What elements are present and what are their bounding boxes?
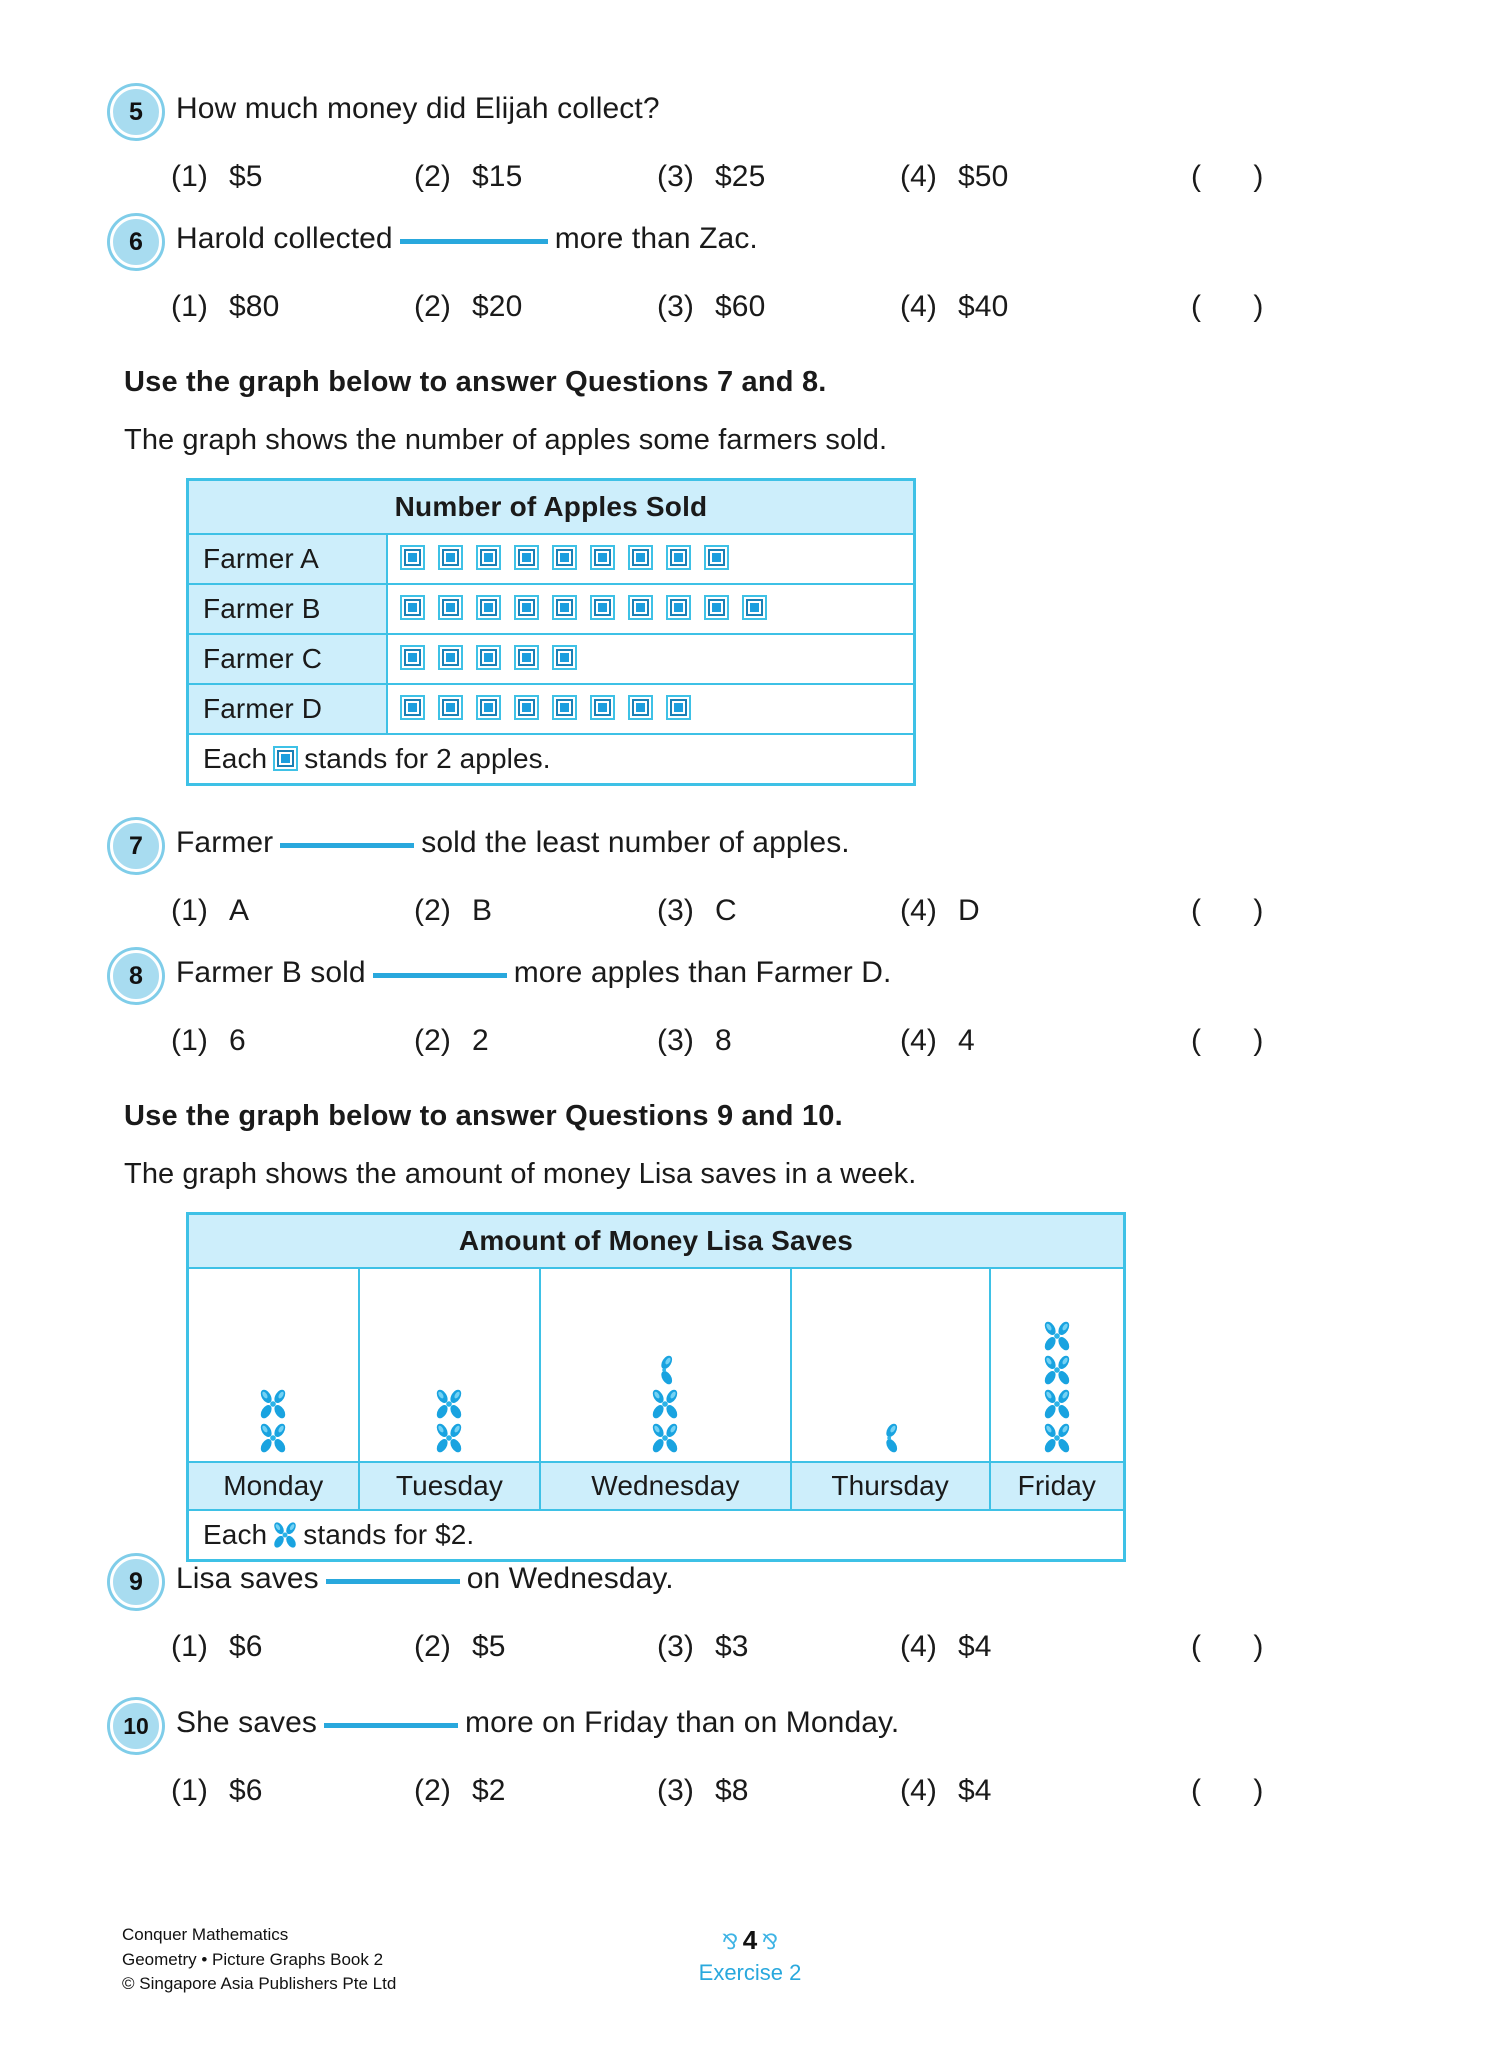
apple-square-icon bbox=[666, 695, 691, 720]
apple-square-icon bbox=[514, 545, 539, 570]
lisa-table bbox=[186, 1212, 1126, 1562]
option-label: $25 bbox=[715, 160, 766, 193]
lisa-days-row bbox=[188, 1462, 1125, 1510]
option-index: (4) bbox=[900, 894, 937, 927]
apples-key-after: stands for 2 apples. bbox=[304, 743, 551, 774]
apple-square-icon bbox=[476, 545, 501, 570]
question-5-options bbox=[110, 160, 1285, 194]
apple-square-icon bbox=[590, 595, 615, 620]
option-index: (3) bbox=[657, 160, 694, 193]
option-index: (1) bbox=[171, 290, 208, 323]
table-key-row bbox=[188, 1510, 1125, 1561]
flower-icon bbox=[1040, 1421, 1074, 1455]
apple-square-icon bbox=[476, 595, 501, 620]
apple-square-icon bbox=[438, 695, 463, 720]
option-label: $8 bbox=[715, 1774, 749, 1807]
answer-box-8[interactable]: ( ) bbox=[1191, 1024, 1286, 1057]
apples-section-heading: Use the graph below to answer Questions 7 and 8. bbox=[124, 366, 827, 398]
apple-square-icon bbox=[552, 695, 577, 720]
option[interactable] bbox=[171, 1024, 414, 1058]
flower-icon bbox=[256, 1387, 290, 1421]
apple-square-icon bbox=[666, 595, 691, 620]
question-9 bbox=[110, 1556, 1285, 1664]
apple-square-icon bbox=[704, 595, 729, 620]
apples-row-label: Farmer A bbox=[188, 534, 388, 584]
option-index: (2) bbox=[414, 1024, 451, 1057]
lisa-symbols-row bbox=[188, 1268, 1125, 1462]
question-6-text-after: more than Zac. bbox=[554, 222, 758, 255]
option-index: (3) bbox=[657, 894, 694, 927]
option-label: $4 bbox=[958, 1774, 992, 1807]
apple-square-icon bbox=[514, 695, 539, 720]
flower-stack bbox=[542, 1353, 788, 1455]
question-10-text bbox=[176, 1700, 899, 1739]
apples-row-icons bbox=[387, 534, 915, 584]
option[interactable] bbox=[657, 1024, 900, 1058]
lisa-cell-symbols bbox=[188, 1268, 359, 1462]
option[interactable] bbox=[657, 160, 900, 194]
option[interactable] bbox=[414, 160, 657, 194]
apples-row-label: Farmer B bbox=[188, 584, 388, 634]
option-index: (3) bbox=[657, 1630, 694, 1663]
apples-chart-title: Number of Apples Sold bbox=[188, 480, 915, 535]
answer-blank[interactable] bbox=[373, 973, 507, 978]
ornament-left-icon: ⅋ bbox=[721, 1931, 739, 1954]
option-label: $40 bbox=[958, 290, 1009, 323]
question-8 bbox=[110, 950, 1285, 1058]
option[interactable] bbox=[414, 1024, 657, 1058]
flower-icon bbox=[270, 1520, 300, 1550]
option[interactable] bbox=[414, 290, 657, 324]
apple-square-icon bbox=[704, 545, 729, 570]
flower-icon bbox=[270, 1520, 300, 1550]
option[interactable] bbox=[900, 894, 1143, 928]
option-index: (1) bbox=[171, 1024, 208, 1057]
flower-icon bbox=[1040, 1387, 1074, 1421]
option[interactable] bbox=[657, 1630, 900, 1664]
option[interactable] bbox=[414, 894, 657, 928]
table-title-row bbox=[188, 480, 915, 535]
lisa-section-subheading: The graph shows the amount of money Lisa saves in a week. bbox=[124, 1158, 917, 1190]
flower-half-icon bbox=[873, 1421, 907, 1455]
apples-pictograph bbox=[186, 478, 916, 786]
option[interactable] bbox=[171, 290, 414, 324]
option-label: A bbox=[229, 894, 250, 927]
option-index: (2) bbox=[414, 160, 451, 193]
option-index: (2) bbox=[414, 894, 451, 927]
option-label: $15 bbox=[472, 160, 523, 193]
footer-credits bbox=[122, 1923, 396, 1997]
apple-square-icon bbox=[476, 645, 501, 670]
apples-section-subheading: The graph shows the number of apples some farmers sold. bbox=[124, 424, 888, 456]
lisa-cell-symbols bbox=[791, 1268, 990, 1462]
option-index: (3) bbox=[657, 1024, 694, 1057]
question-8-text bbox=[176, 950, 891, 989]
lisa-key bbox=[188, 1510, 1125, 1561]
flower-icon bbox=[1040, 1387, 1074, 1421]
answer-box-10[interactable]: ( ) bbox=[1191, 1774, 1286, 1807]
question-number-10: 10 bbox=[110, 1700, 162, 1752]
footer-line-2: Geometry • Picture Graphs Book 2 bbox=[122, 1949, 384, 1969]
question-10 bbox=[110, 1700, 1285, 1808]
option[interactable] bbox=[171, 894, 414, 928]
footer-line-1: Conquer Mathematics bbox=[122, 1925, 289, 1944]
option[interactable] bbox=[171, 1774, 414, 1808]
lisa-cell-symbols bbox=[990, 1268, 1125, 1462]
option[interactable] bbox=[900, 1630, 1143, 1664]
question-6-text bbox=[176, 216, 758, 255]
option-label: $60 bbox=[715, 290, 766, 323]
option[interactable] bbox=[900, 160, 1143, 194]
option-index: (3) bbox=[657, 1774, 694, 1807]
question-5 bbox=[110, 86, 1285, 194]
question-10-text-after: more on Friday than on Monday. bbox=[464, 1706, 900, 1739]
flower-half-icon bbox=[648, 1353, 682, 1387]
lisa-day-label: Wednesday bbox=[540, 1462, 790, 1510]
lisa-cell-symbols bbox=[540, 1268, 790, 1462]
question-number-6: 6 bbox=[110, 216, 162, 268]
option[interactable] bbox=[657, 894, 900, 928]
option[interactable] bbox=[414, 1774, 657, 1808]
flower-icon bbox=[1040, 1319, 1074, 1353]
option[interactable] bbox=[900, 290, 1143, 324]
apple-square-icon bbox=[438, 595, 463, 620]
question-10-text-before: She saves bbox=[176, 1706, 317, 1739]
apple-square-icon bbox=[438, 645, 463, 670]
question-8-text-before: Farmer B sold bbox=[176, 956, 366, 989]
question-7-text-before: Farmer bbox=[176, 826, 274, 859]
question-7-options bbox=[110, 894, 1285, 928]
question-number-7: 7 bbox=[110, 820, 162, 872]
lisa-section-heading: Use the graph below to answer Questions 9 and 10. bbox=[124, 1100, 843, 1132]
option[interactable] bbox=[900, 1774, 1143, 1808]
option-label: $6 bbox=[229, 1630, 263, 1663]
apple-square-icon bbox=[476, 695, 501, 720]
question-6-options bbox=[110, 290, 1285, 324]
option-label: D bbox=[958, 894, 980, 927]
table-row bbox=[188, 584, 915, 634]
answer-box-6[interactable]: ( ) bbox=[1191, 290, 1286, 323]
apple-square-icon bbox=[666, 545, 691, 570]
option-label: 4 bbox=[958, 1024, 975, 1057]
question-7-text-after: sold the least number of apples. bbox=[421, 826, 850, 859]
answer-box-7[interactable]: ( ) bbox=[1191, 894, 1286, 927]
apple-square-icon bbox=[514, 645, 539, 670]
option-label: $5 bbox=[229, 160, 263, 193]
option[interactable] bbox=[414, 1630, 657, 1664]
flower-icon bbox=[1040, 1319, 1074, 1353]
option[interactable] bbox=[171, 1630, 414, 1664]
question-8-options bbox=[110, 1024, 1285, 1058]
flower-icon bbox=[1040, 1353, 1074, 1387]
table-row bbox=[188, 634, 915, 684]
answer-box-5[interactable]: ( ) bbox=[1191, 160, 1286, 193]
apple-square-icon bbox=[438, 545, 463, 570]
question-number-8: 8 bbox=[110, 950, 162, 1002]
apple-square-icon bbox=[514, 595, 539, 620]
apples-row-icons bbox=[387, 584, 915, 634]
apples-row-label: Farmer C bbox=[188, 634, 388, 684]
table-title-row bbox=[188, 1214, 1125, 1269]
flower-icon bbox=[432, 1421, 466, 1455]
option-label: $20 bbox=[472, 290, 523, 323]
page-number: 4 bbox=[742, 1925, 758, 1955]
option-index: (4) bbox=[900, 160, 937, 193]
option-label: $80 bbox=[229, 290, 280, 323]
apples-row-icons bbox=[387, 684, 915, 734]
apples-row-icons bbox=[387, 634, 915, 684]
option-index: (3) bbox=[657, 290, 694, 323]
apples-table bbox=[186, 478, 916, 786]
ornament-right-icon: ⅋ bbox=[761, 1931, 779, 1954]
flower-icon bbox=[432, 1387, 466, 1421]
option[interactable] bbox=[900, 1024, 1143, 1058]
apple-square-icon bbox=[400, 545, 425, 570]
exercise-label: Exercise 2 bbox=[698, 1960, 802, 1985]
option-label: $3 bbox=[715, 1630, 749, 1663]
apple-square-icon bbox=[590, 695, 615, 720]
option[interactable] bbox=[171, 160, 414, 194]
option-index: (4) bbox=[900, 1024, 937, 1057]
option-index: (1) bbox=[171, 1630, 208, 1663]
apple-square-icon bbox=[552, 545, 577, 570]
option[interactable] bbox=[657, 1774, 900, 1808]
apple-square-icon bbox=[400, 595, 425, 620]
lisa-day-label: Tuesday bbox=[359, 1462, 541, 1510]
lisa-chart-title: Amount of Money Lisa Saves bbox=[188, 1214, 1125, 1269]
flower-icon bbox=[1040, 1421, 1074, 1455]
table-row bbox=[188, 684, 915, 734]
question-8-text-after: more apples than Farmer D. bbox=[513, 956, 892, 989]
answer-box-9[interactable]: ( ) bbox=[1191, 1630, 1286, 1663]
table-key-row bbox=[188, 734, 915, 785]
question-number-5: 5 bbox=[110, 86, 162, 138]
question-9-text-after: on Wednesday. bbox=[466, 1562, 674, 1595]
flower-icon bbox=[432, 1387, 466, 1421]
apple-square-icon bbox=[628, 595, 653, 620]
apple-square-icon bbox=[742, 595, 767, 620]
lisa-day-label: Monday bbox=[188, 1462, 359, 1510]
apple-square-icon bbox=[590, 545, 615, 570]
answer-blank[interactable] bbox=[324, 1723, 458, 1728]
apple-square-icon bbox=[273, 746, 298, 771]
question-number-9: 9 bbox=[110, 1556, 162, 1608]
question-10-options bbox=[110, 1774, 1285, 1808]
option-index: (2) bbox=[414, 1774, 451, 1807]
flower-stack bbox=[361, 1387, 539, 1455]
flower-stack bbox=[793, 1421, 988, 1455]
lisa-key-before: Each bbox=[203, 1519, 268, 1550]
question-7-text bbox=[176, 820, 850, 859]
option-label: $6 bbox=[229, 1774, 263, 1807]
flower-half-icon bbox=[873, 1421, 907, 1455]
flower-icon bbox=[256, 1421, 290, 1455]
option-label: $4 bbox=[958, 1630, 992, 1663]
flower-icon bbox=[648, 1387, 682, 1421]
option-label: $5 bbox=[472, 1630, 506, 1663]
option-label: $50 bbox=[958, 160, 1009, 193]
lisa-cell-symbols bbox=[359, 1268, 541, 1462]
option-index: (2) bbox=[414, 1630, 451, 1663]
option-index: (4) bbox=[900, 1630, 937, 1663]
lisa-key-after: stands for $2. bbox=[303, 1519, 475, 1550]
flower-icon bbox=[256, 1421, 290, 1455]
apples-key bbox=[188, 734, 915, 785]
option-label: 8 bbox=[715, 1024, 732, 1057]
flower-half-icon bbox=[648, 1353, 682, 1387]
apple-square-icon bbox=[552, 645, 577, 670]
flower-icon bbox=[648, 1421, 682, 1455]
footer-page-info bbox=[620, 1925, 880, 1986]
apple-square-icon bbox=[400, 645, 425, 670]
answer-blank[interactable] bbox=[400, 239, 548, 244]
option-index: (4) bbox=[900, 290, 937, 323]
question-5-text: How much money did Elijah collect? bbox=[176, 92, 660, 125]
answer-blank[interactable] bbox=[326, 1579, 460, 1584]
question-6 bbox=[110, 216, 1285, 324]
question-9-text bbox=[176, 1556, 674, 1595]
apple-square-icon bbox=[400, 695, 425, 720]
apple-square-icon bbox=[628, 695, 653, 720]
flower-icon bbox=[1040, 1353, 1074, 1387]
option-label: 2 bbox=[472, 1024, 489, 1057]
apple-square-icon bbox=[628, 545, 653, 570]
flower-icon bbox=[432, 1421, 466, 1455]
option-index: (1) bbox=[171, 894, 208, 927]
option[interactable] bbox=[657, 290, 900, 324]
question-9-options bbox=[110, 1630, 1285, 1664]
option-index: (1) bbox=[171, 1774, 208, 1807]
flower-stack bbox=[992, 1319, 1122, 1455]
apples-row-label: Farmer D bbox=[188, 684, 388, 734]
option-index: (2) bbox=[414, 290, 451, 323]
option-index: (1) bbox=[171, 160, 208, 193]
lisa-day-label: Friday bbox=[990, 1462, 1125, 1510]
apples-key-before: Each bbox=[203, 743, 268, 774]
question-6-text-before: Harold collected bbox=[176, 222, 393, 255]
apple-square-icon bbox=[552, 595, 577, 620]
flower-stack bbox=[190, 1387, 357, 1455]
flower-icon bbox=[648, 1421, 682, 1455]
lisa-pictograph bbox=[186, 1212, 1126, 1562]
question-9-text-before: Lisa saves bbox=[176, 1562, 319, 1595]
option-index: (4) bbox=[900, 1774, 937, 1807]
footer-line-3: © Singapore Asia Publishers Pte Ltd bbox=[122, 1974, 397, 1994]
option-label: $2 bbox=[472, 1774, 506, 1807]
flower-icon bbox=[256, 1387, 290, 1421]
question-7 bbox=[110, 820, 1285, 928]
option-label: C bbox=[715, 894, 737, 927]
flower-icon bbox=[648, 1387, 682, 1421]
option-label: 6 bbox=[229, 1024, 246, 1057]
table-row bbox=[188, 534, 915, 584]
lisa-day-label: Thursday bbox=[791, 1462, 990, 1510]
page-number-row bbox=[620, 1925, 880, 1956]
answer-blank[interactable] bbox=[280, 843, 414, 848]
option-label: B bbox=[472, 894, 493, 927]
